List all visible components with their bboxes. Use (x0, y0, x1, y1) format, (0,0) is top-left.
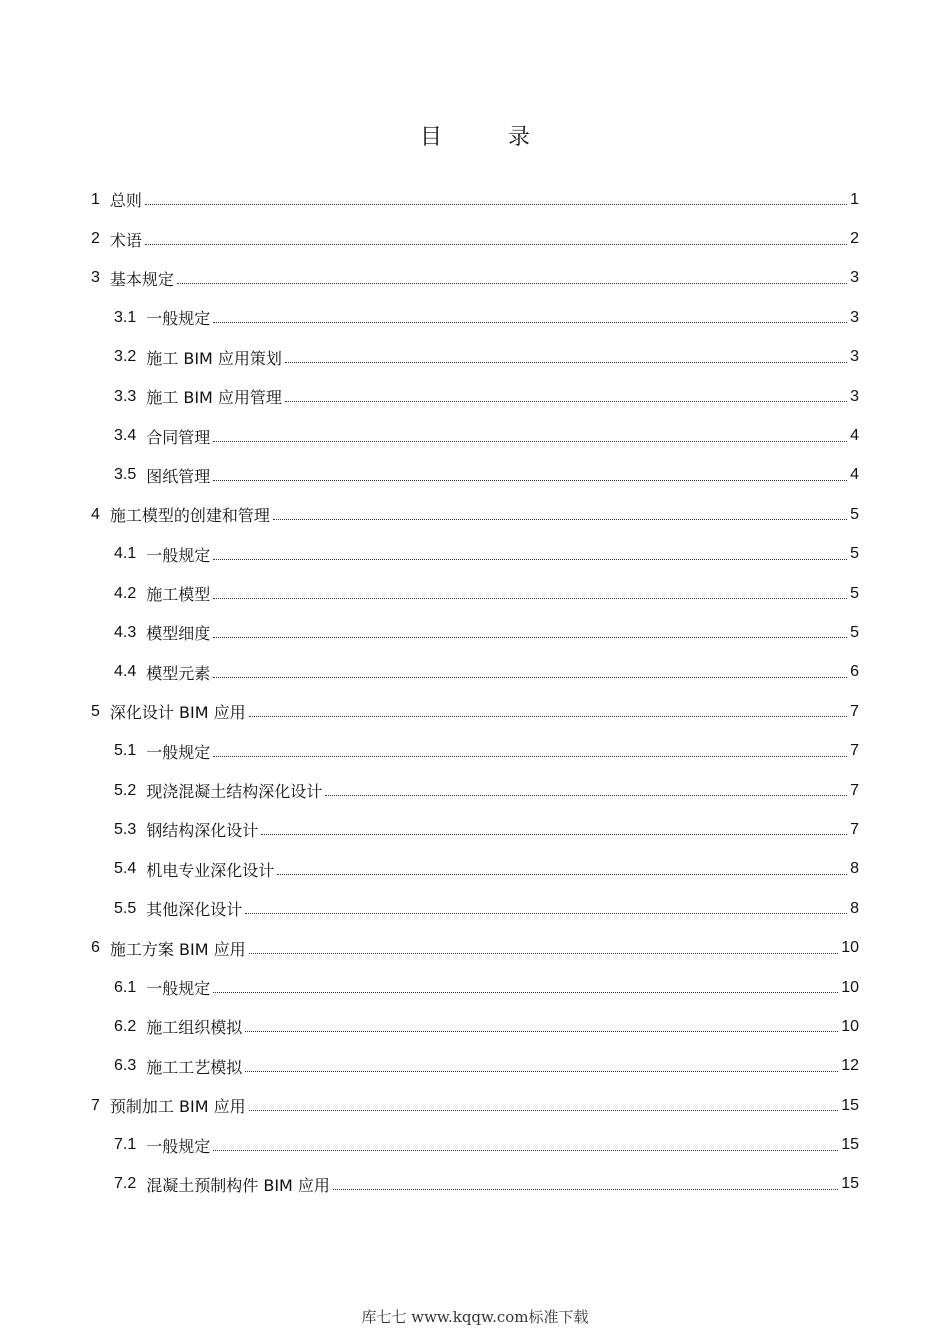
toc-dot-leader (325, 795, 847, 796)
toc-entry-number: 4 (91, 505, 100, 523)
toc-entry-title: 机电专业深化设计 (146, 860, 275, 880)
toc-entry-title: 混凝土预制构件 BIM 应用 (146, 1175, 330, 1195)
toc-entry-number: 5.5 (114, 899, 137, 917)
toc-entry-title: 一般规定 (146, 1136, 211, 1156)
toc-entry-number: 7.1 (114, 1136, 137, 1154)
toc-section-entry[interactable] (91, 456, 859, 495)
toc-section-entry[interactable] (91, 416, 859, 455)
toc-dot-leader (213, 480, 847, 481)
toc-dot-leader (249, 953, 839, 954)
toc-chapter-entry[interactable] (91, 692, 859, 731)
toc-entry-page-number: 6 (850, 663, 859, 681)
toc-dot-leader (213, 441, 847, 442)
toc-entry-title: 钢结构深化设计 (146, 821, 259, 841)
toc-dot-leader (213, 677, 847, 678)
toc-title: 目 录 (419, 125, 552, 150)
toc-entry-title: 施工 BIM 应用策划 (146, 348, 282, 368)
toc-entry-page-number: 2 (850, 230, 859, 248)
toc-entry-page-number: 4 (850, 466, 859, 484)
toc-entry-number: 4.4 (114, 663, 137, 681)
toc-chapter-entry[interactable] (91, 928, 859, 967)
toc-entry-number: 3.1 (114, 308, 137, 326)
toc-section-entry[interactable] (91, 535, 859, 574)
toc-entry-number: 5 (91, 702, 100, 720)
toc-entry-title: 一般规定 (146, 742, 211, 762)
toc-entry-page-number: 10 (841, 978, 859, 996)
toc-entry-number: 1 (91, 190, 100, 208)
toc-entry-page-number: 7 (850, 820, 859, 838)
toc-entry-title: 合同管理 (146, 427, 211, 447)
toc-entry-number: 5.1 (114, 742, 137, 760)
toc-entry-page-number: 8 (850, 899, 859, 917)
toc-section-entry[interactable] (91, 1165, 859, 1204)
toc-section-entry[interactable] (91, 653, 859, 692)
toc-entry-number: 3.2 (114, 348, 137, 366)
toc-entry-page-number: 7 (850, 742, 859, 760)
toc-section-entry[interactable] (91, 731, 859, 770)
toc-entry-number: 5.3 (114, 820, 137, 838)
toc-section-entry[interactable] (91, 338, 859, 377)
toc-dot-leader (277, 874, 847, 875)
toc-dot-leader (177, 283, 847, 284)
toc-entry-number: 2 (91, 230, 100, 248)
toc-entry-number: 3.4 (114, 427, 137, 445)
toc-entry-page-number: 3 (850, 269, 859, 287)
toc-entry-page-number: 5 (850, 584, 859, 602)
toc-entry-number: 4.1 (114, 545, 137, 563)
toc-entry-title: 施工方案 BIM 应用 (109, 939, 246, 959)
toc-dot-leader (245, 1071, 838, 1072)
toc-section-entry[interactable] (91, 771, 859, 810)
toc-entry-title: 施工组织模拟 (146, 1018, 243, 1038)
toc-dot-leader (213, 992, 838, 993)
toc-entry-title: 一般规定 (146, 309, 211, 329)
toc-entry-page-number: 3 (850, 387, 859, 405)
toc-dot-leader (333, 1189, 838, 1190)
toc-entry-number: 3.5 (114, 466, 137, 484)
toc-dot-leader (213, 756, 847, 757)
toc-entry-title: 深化设计 BIM 应用 (109, 703, 246, 723)
toc-entry-title: 基本规定 (109, 269, 174, 289)
toc-section-entry[interactable] (91, 968, 859, 1007)
toc-chapter-entry[interactable] (91, 1086, 859, 1125)
toc-entry-page-number: 15 (841, 1175, 859, 1193)
toc-section-entry[interactable] (91, 889, 859, 928)
toc-entry-number: 6.3 (114, 1057, 137, 1075)
toc-dot-leader (145, 244, 847, 245)
toc-entry-page-number: 1 (850, 190, 859, 208)
toc-entry-title: 图纸管理 (146, 466, 211, 486)
toc-dot-leader (261, 834, 847, 835)
toc-dot-leader (213, 637, 847, 638)
toc-entry-number: 5.2 (114, 781, 137, 799)
toc-section-entry[interactable] (91, 574, 859, 613)
toc-entry-title: 施工工艺模拟 (146, 1057, 243, 1077)
toc-section-entry[interactable] (91, 377, 859, 416)
toc-entry-title: 其他深化设计 (146, 900, 243, 920)
toc-list (91, 180, 859, 1204)
toc-section-entry[interactable] (91, 850, 859, 889)
toc-dot-leader (245, 913, 847, 914)
toc-entry-title: 总则 (109, 191, 142, 211)
toc-dot-leader (213, 322, 847, 323)
toc-dot-leader (285, 362, 847, 363)
toc-entry-page-number: 4 (850, 427, 859, 445)
toc-entry-page-number: 3 (850, 308, 859, 326)
toc-entry-number: 7.2 (114, 1175, 137, 1193)
toc-entry-page-number: 7 (850, 702, 859, 720)
toc-chapter-entry[interactable] (91, 495, 859, 534)
toc-entry-number: 4.3 (114, 623, 137, 641)
toc-dot-leader (213, 598, 847, 599)
toc-chapter-entry[interactable] (91, 259, 859, 298)
toc-dot-leader (145, 204, 847, 205)
toc-entry-page-number: 8 (850, 860, 859, 878)
toc-section-entry[interactable] (91, 1047, 859, 1086)
toc-entry-page-number: 12 (841, 1057, 859, 1075)
toc-entry-page-number: 10 (841, 1017, 859, 1035)
toc-entry-number: 7 (91, 1096, 100, 1114)
toc-dot-leader (273, 519, 847, 520)
toc-entry-page-number: 3 (850, 348, 859, 366)
toc-entry-title: 一般规定 (146, 545, 211, 565)
toc-dot-leader (249, 716, 848, 717)
toc-entry-number: 3 (91, 269, 100, 287)
toc-entry-page-number: 10 (841, 939, 859, 957)
toc-entry-title: 施工 BIM 应用管理 (146, 388, 282, 408)
toc-dot-leader (213, 1150, 838, 1151)
toc-entry-title: 模型细度 (146, 624, 211, 644)
toc-entry-number: 3.3 (114, 387, 137, 405)
toc-dot-leader (213, 559, 847, 560)
toc-entry-number: 6 (91, 939, 100, 957)
toc-entry-page-number: 15 (841, 1136, 859, 1154)
toc-entry-page-number: 5 (850, 545, 859, 563)
toc-dot-leader (285, 401, 847, 402)
toc-section-entry[interactable] (91, 1007, 859, 1046)
toc-entry-title: 施工模型的创建和管理 (109, 506, 270, 526)
toc-entry-title: 模型元素 (146, 663, 211, 683)
toc-chapter-entry[interactable] (91, 219, 859, 258)
toc-entry-number: 6.2 (114, 1017, 137, 1035)
toc-entry-title: 术语 (109, 230, 142, 250)
toc-entry-title: 预制加工 BIM 应用 (109, 1097, 246, 1117)
toc-entry-page-number: 15 (841, 1096, 859, 1114)
toc-entry-number: 5.4 (114, 860, 137, 878)
toc-entry-title: 施工模型 (146, 585, 211, 605)
toc-section-entry[interactable] (91, 298, 859, 337)
toc-entry-number: 6.1 (114, 978, 137, 996)
toc-entry-title: 一般规定 (146, 979, 211, 998)
toc-chapter-entry[interactable] (91, 180, 859, 219)
toc-section-entry[interactable] (91, 1125, 859, 1164)
page-footer: 库七七 www.kqqw.com标准下载 (361, 1308, 589, 1326)
toc-section-entry[interactable] (91, 613, 859, 652)
toc-entry-page-number: 7 (850, 781, 859, 799)
toc-section-entry[interactable] (91, 810, 859, 849)
toc-entry-page-number: 5 (850, 623, 859, 641)
toc-entry-page-number: 5 (850, 505, 859, 523)
toc-entry-title: 现浇混凝土结构深化设计 (146, 782, 323, 802)
toc-entry-number: 4.2 (114, 584, 137, 602)
toc-dot-leader (249, 1110, 839, 1111)
toc-dot-leader (245, 1031, 838, 1032)
